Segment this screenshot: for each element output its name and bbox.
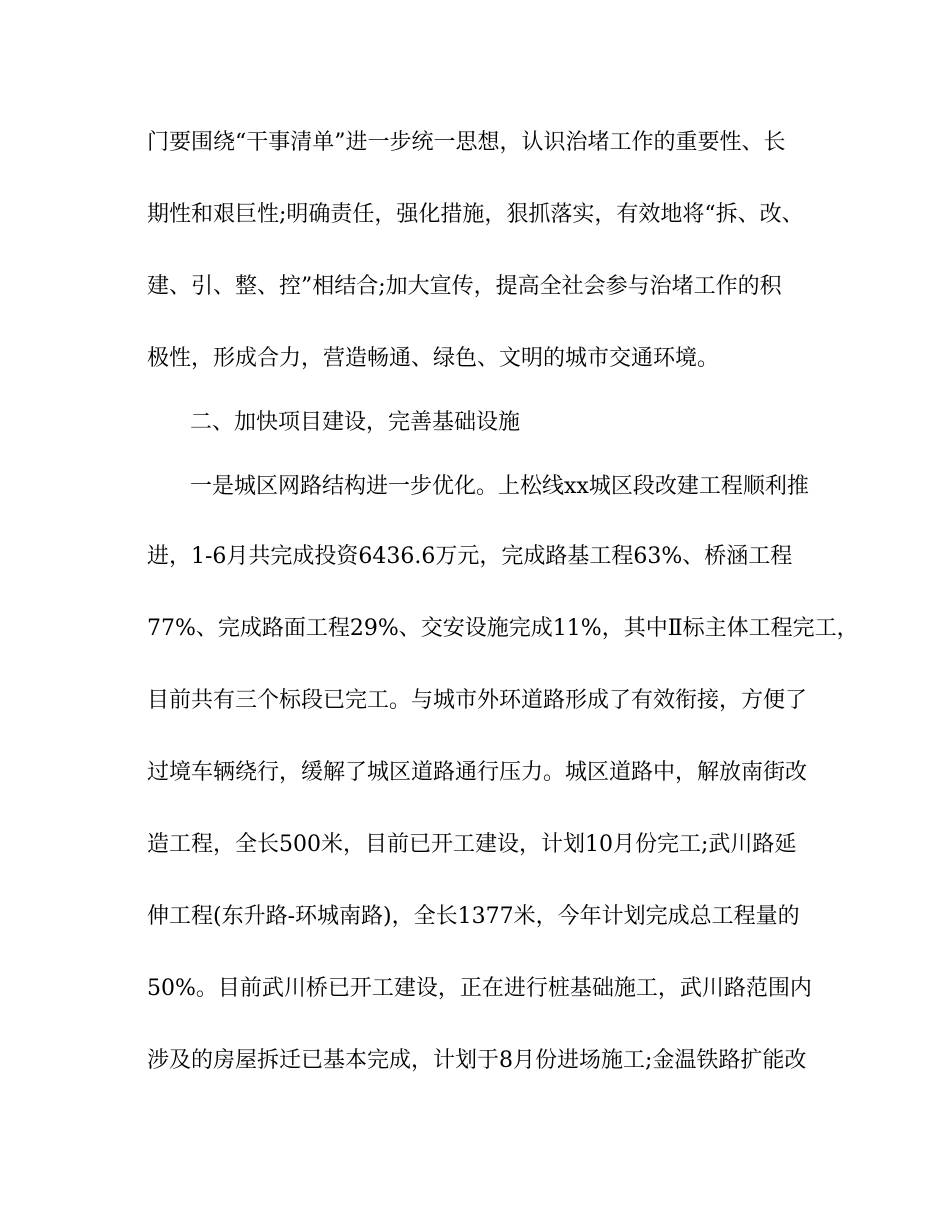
paragraph-line: 涉及的房屋拆迁已基本完成，计划于8月份进场施工;金温铁路扩能改 <box>147 1048 807 1073</box>
paragraph-line: 77%、完成路面工程29%、交安设施完成11%，其中Ⅱ标主体工程完工， <box>147 616 859 641</box>
paragraph-line: 进，1-6月共完成投资6436.6万元，完成路基工程63%、桥涵工程 <box>147 544 793 569</box>
paragraph-line: 极性，形成合力，营造畅通、绿色、文明的城市交通环境。 <box>147 346 720 371</box>
paragraph-line: 造工程，全长500米，目前已开工建设，计划10月份完工;武川路延 <box>147 832 797 857</box>
paragraph-line: 目前共有三个标段已完工。与城市外环道路形成了有效衔接，方便了 <box>147 688 808 713</box>
section-heading: 二、加快项目建设，完善基础设施 <box>190 410 521 435</box>
paragraph-line: 门要围绕“干事清单”进一步统一思想，认识治堵工作的重要性、长 <box>147 130 786 155</box>
paragraph-line: 过境车辆绕行，缓解了城区道路通行压力。城区道路中，解放南街改 <box>147 760 808 785</box>
paragraph-line: 伸工程(东升路-环城南路)，全长1377米，今年计划完成总工程量的 <box>147 904 800 929</box>
paragraph-line: 50%。目前武川桥已开工建设，正在进行桩基础施工，武川路范围内 <box>147 976 812 1001</box>
paragraph-line: 建、引、整、控”相结合;加大宣传，提高全社会参与治堵工作的积 <box>147 274 782 299</box>
paragraph-line: 一是城区网路结构进一步优化。上松线xx城区段改建工程顺利推 <box>190 474 809 499</box>
paragraph-line: 期性和艰巨性;明确责任，强化措施，狠抓落实，有效地将“拆、改、 <box>147 202 804 227</box>
